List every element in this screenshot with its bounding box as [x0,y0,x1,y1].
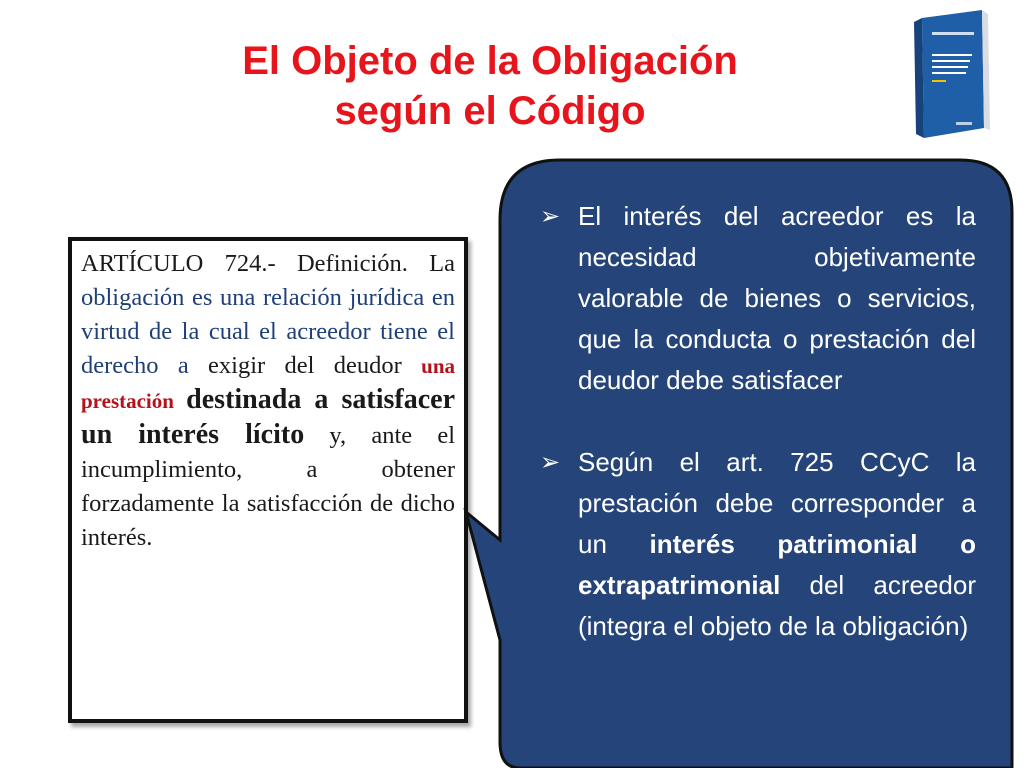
article-text-part-6: y, ante el incumplimiento, a obtener forzadamente la satisfacción de dicho interés. [81,422,456,551]
slide-title-line-1: El Objeto de la Obligación [242,39,738,83]
article-text-prestacion: prestación [81,389,174,413]
callout-bullet-2-text-b: del acreedor (integra el objeto de la obligación) [578,570,976,641]
arrow-bullet-icon: ➢ [540,449,561,476]
article-text-una: una [421,354,455,378]
article-text-part-1: Definición. La [296,250,455,277]
callout-bullet-1 [540,196,976,401]
callout-bullet-2-bold: interés patrimonial o extrapatrimonial [578,529,976,600]
article-text-destinada: destinada a satisfacer un interés lícito [81,384,455,450]
article-text-obligation: obligación es una relación jurídica en virtud de la cual el acreedor tiene el derecho a [81,284,455,379]
callout-bullet-2 [540,442,976,647]
article-text-part-3: exigir del deudor [188,352,422,379]
arrow-bullet-icon: ➢ [540,203,561,230]
slide-title-line-2: según el Código [334,89,646,133]
callout-content [540,196,976,647]
callout-bullet-2-text-a: Según el art. 725 CCyC la prestación debe corresponder a un [578,447,976,559]
callout-bullet-1-text: El interés del acreedor es la necesidad objetivamente valorable de bienes o servicios, que la conducta o prestación del deudor debe satisfacer [578,201,976,395]
article-heading: ARTÍCULO 724.- [81,250,276,277]
